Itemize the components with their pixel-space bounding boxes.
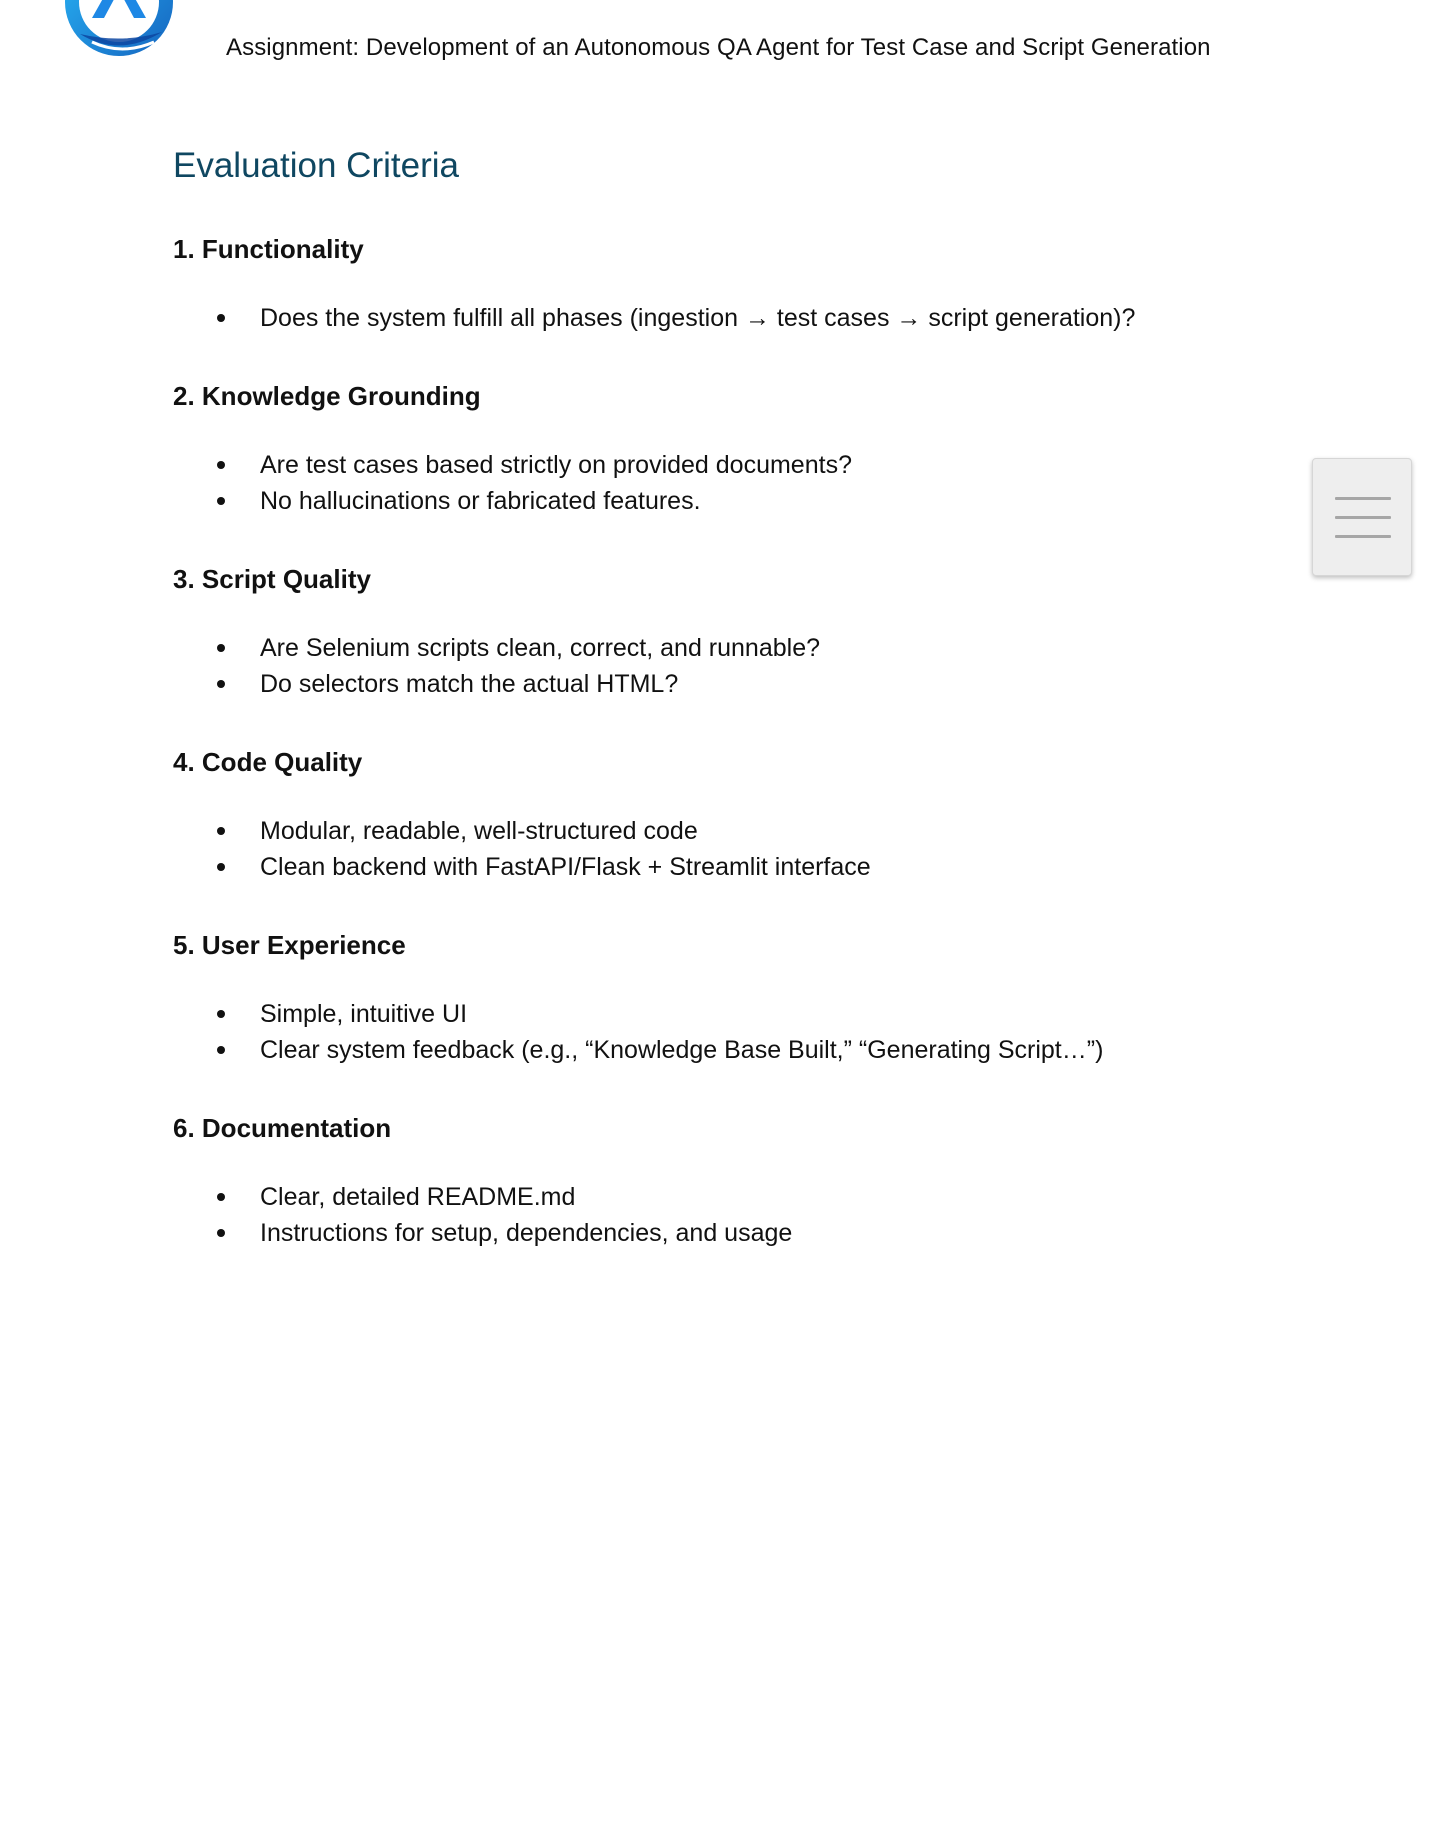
list-item-text: Do selectors match the actual HTML?	[260, 670, 679, 698]
bullet-list	[173, 813, 1293, 885]
bullet-list	[173, 630, 1293, 702]
list-item-text: Clean backend with FastAPI/Flask + Streamlit interface	[260, 853, 871, 881]
bullet-list	[173, 447, 1293, 519]
section-knowledge-grounding	[173, 379, 1293, 519]
bullet-dot-icon	[217, 461, 225, 469]
list-item-text: Are Selenium scripts clean, correct, and runnable?	[260, 634, 821, 662]
bullet-dot-icon	[217, 863, 225, 871]
bullet-list	[173, 300, 1293, 336]
list-item	[173, 447, 1293, 483]
section-title: 4. Code Quality	[173, 747, 363, 777]
list-item-text: No hallucinations or fabricated features.	[260, 487, 701, 515]
section-title: 5. User Experience	[173, 930, 406, 960]
page-title: Evaluation Criteria	[173, 146, 459, 185]
bullet-dot-icon	[217, 314, 225, 322]
bullet-dot-icon	[217, 680, 225, 688]
list-item	[173, 849, 1293, 885]
list-item-text: Are test cases based strictly on provided documents?	[260, 451, 852, 479]
list-item	[173, 996, 1293, 1032]
section-user-experience	[173, 928, 1293, 1068]
list-item-text: Does the system fulfill all phases (ingestion → test cases → script generation)?	[260, 304, 1136, 332]
section-title: 6. Documentation	[173, 1113, 392, 1143]
section-script-quality	[173, 562, 1293, 702]
bullet-list	[173, 996, 1293, 1068]
section-title: 2. Knowledge Grounding	[173, 381, 481, 411]
bullet-dot-icon	[217, 1046, 225, 1054]
bullet-dot-icon	[217, 497, 225, 505]
list-item	[173, 630, 1293, 666]
bullet-dot-icon	[217, 1193, 225, 1201]
list-item	[173, 666, 1293, 702]
document-body	[173, 140, 1293, 1294]
bullet-dot-icon	[217, 1010, 225, 1018]
list-item	[173, 1215, 1293, 1251]
header-title: Assignment: Development of an Autonomous QA Agent for Test Case and Script Generation	[226, 34, 1211, 61]
section-documentation	[173, 1111, 1293, 1251]
bullet-dot-icon	[217, 827, 225, 835]
list-item-text: Clear system feedback (e.g., “Knowledge Base Built,” “Generating Script…”)	[260, 1036, 1104, 1064]
list-item	[173, 1032, 1293, 1068]
bullet-dot-icon	[217, 644, 225, 652]
section-code-quality	[173, 745, 1293, 885]
menu-button[interactable]	[1312, 458, 1412, 576]
list-item	[173, 1179, 1293, 1215]
list-item	[173, 483, 1293, 519]
list-item-text: Simple, intuitive UI	[260, 1000, 468, 1028]
section-title: 1. Functionality	[173, 234, 364, 264]
logo-icon	[62, 0, 176, 64]
list-item-text: Instructions for setup, dependencies, and usage	[260, 1219, 793, 1247]
list-item	[173, 813, 1293, 849]
list-item-text: Modular, readable, well-structured code	[260, 817, 698, 845]
section-functionality	[173, 232, 1293, 336]
bullet-dot-icon	[217, 1229, 225, 1237]
bullet-list	[173, 1179, 1293, 1251]
list-item	[173, 300, 1293, 336]
list-item-text: Clear, detailed README.md	[260, 1183, 576, 1211]
section-title: 3. Script Quality	[173, 564, 371, 594]
